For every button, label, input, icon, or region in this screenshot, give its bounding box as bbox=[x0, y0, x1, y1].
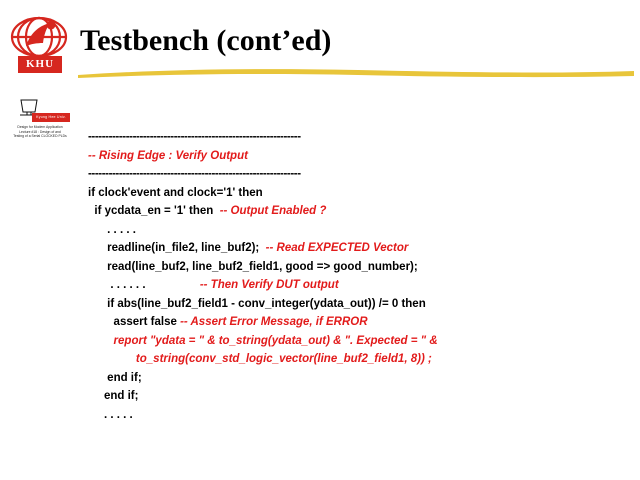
code-line-report-2 bbox=[88, 350, 628, 369]
code-line-end-if-1 bbox=[88, 369, 628, 388]
code-line-dots-2 bbox=[88, 276, 628, 295]
code-line-header-comment bbox=[88, 147, 628, 166]
code-text: -------------------------------------------------------------- bbox=[88, 131, 301, 143]
code-line-readline bbox=[88, 239, 628, 258]
khu-emblem-icon bbox=[10, 16, 68, 58]
code-line-dots-3 bbox=[88, 406, 628, 425]
code-block bbox=[88, 128, 628, 424]
sublogo-caption-line1: Design for Modern Application bbox=[17, 125, 63, 129]
code-text: if abs(line_buf2_field1 - conv_integer(ydata_out)) /= 0 then bbox=[88, 297, 426, 310]
code-text: assert false bbox=[88, 316, 181, 328]
code-text: if ycdata_en = '1' then bbox=[88, 205, 220, 217]
code-text: read(line_buf2, line_buf2_field1, good => good_number); bbox=[88, 260, 418, 273]
code-text: end if; bbox=[88, 371, 142, 384]
sublogo-caption bbox=[10, 125, 70, 139]
code-line-assert bbox=[88, 313, 628, 332]
code-text: . . . . . bbox=[88, 223, 136, 236]
code-line-if-clock bbox=[88, 184, 628, 203]
sublogo-bar-text: Kyung Hee Univ. bbox=[32, 113, 70, 122]
code-text: -------------------------------------------------------------- bbox=[88, 168, 301, 180]
code-line-sep-top bbox=[88, 128, 628, 147]
code-line-report-1 bbox=[88, 332, 628, 351]
code-text: end if; bbox=[88, 390, 139, 402]
code-comment: to_string(conv_std_logic_vector(line_buf2_field1, 8)) ; bbox=[88, 353, 432, 365]
code-comment: -- Then Verify DUT output bbox=[199, 279, 339, 291]
code-line-if-ycdata-en bbox=[88, 202, 628, 221]
code-text: readline(in_file2, line_buf2); bbox=[88, 242, 266, 254]
code-comment: -- Read EXPECTED Vector bbox=[265, 242, 409, 254]
page-title: Testbench (cont’ed) bbox=[80, 24, 332, 57]
code-line-if-abs bbox=[88, 295, 628, 314]
code-line-end-if-2 bbox=[88, 387, 628, 406]
sublogo-block bbox=[8, 98, 70, 150]
sublogo-caption-line3: Testing of a Serial CLOCKED PLDs bbox=[13, 134, 67, 139]
code-text: . . . . . bbox=[88, 408, 133, 421]
code-comment: report "ydata = " & to_string(ydata_out) & ". Expected = " & bbox=[88, 334, 438, 347]
code-text: if clock'event and clock='1' then bbox=[88, 186, 263, 199]
sublogo-caption-line2: Lecture #18 : Design of and bbox=[19, 129, 61, 134]
code-line-read bbox=[88, 258, 628, 277]
khu-logo-text: KHU bbox=[18, 56, 62, 73]
code-comment: -- Output Enabled ? bbox=[219, 205, 327, 217]
logo-block bbox=[10, 16, 70, 74]
code-text: . . . . . . bbox=[88, 279, 200, 291]
code-line-sep-bottom bbox=[88, 165, 628, 184]
code-line-dots-1 bbox=[88, 221, 628, 240]
code-comment: -- Rising Edge : Verify Output bbox=[88, 149, 248, 162]
title-underline bbox=[78, 68, 634, 78]
code-comment: -- Assert Error Message, if ERROR bbox=[180, 316, 368, 328]
